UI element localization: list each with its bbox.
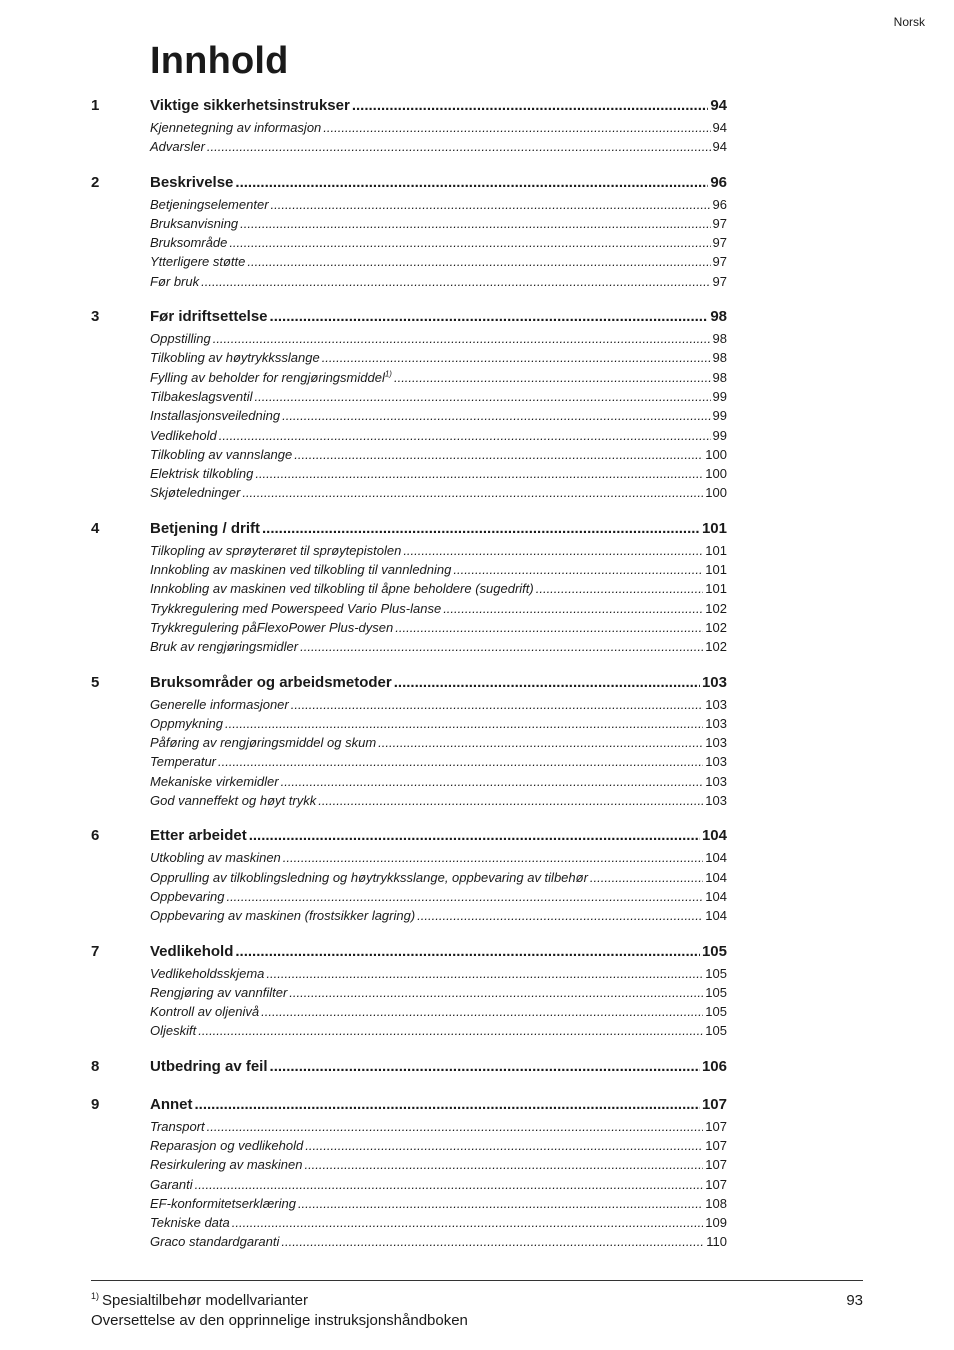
dot-leader <box>242 485 703 500</box>
translation-note: Oversettelse av den opprinnelige instruksjonshåndboken <box>91 1312 468 1329</box>
toc-section <box>91 827 727 927</box>
subentry-page: 97 <box>712 215 727 231</box>
subentry-title-text: Vedlikehold <box>150 427 217 443</box>
subentry-title <box>150 197 269 212</box>
dot-leader <box>378 735 703 750</box>
subentry-title-text: Reparasjon og vedlikehold <box>150 1137 304 1153</box>
subentry-page: 98 <box>712 350 727 366</box>
dot-leader <box>207 1119 704 1134</box>
toc-subentry[interactable] <box>91 620 727 639</box>
chapter-number: 6 <box>91 827 100 845</box>
chapter-title: Bruksområder og arbeidsmetoder <box>150 673 392 691</box>
dot-leader <box>291 697 704 712</box>
subentry-title <box>150 254 245 269</box>
subentry-title-text: Ytterligere støtte <box>150 254 246 270</box>
subentry-page: 103 <box>705 773 727 789</box>
subentry-title <box>150 639 298 654</box>
dot-leader <box>300 639 703 654</box>
toc-subentry[interactable] <box>91 428 727 447</box>
subentry-title <box>150 1023 196 1038</box>
dot-leader <box>226 889 703 904</box>
toc-subentry[interactable] <box>91 389 727 408</box>
dot-leader <box>305 1138 703 1153</box>
toc-subentry[interactable] <box>91 1215 727 1234</box>
dot-leader <box>240 216 710 231</box>
subentry-page: 107 <box>705 1137 727 1153</box>
subentry-title-text: Resirkulering av maskinen <box>150 1157 303 1173</box>
toc-chapter-entry[interactable] <box>91 308 727 331</box>
toc-subentry[interactable] <box>91 543 727 562</box>
toc-subentry[interactable] <box>91 1196 727 1215</box>
subentry-page: 94 <box>712 120 727 135</box>
subentry-title-text: Tilkobling av vannslange <box>150 446 293 462</box>
dot-leader <box>281 774 704 789</box>
toc-subentry[interactable] <box>91 754 727 773</box>
chapter-page: 96 <box>710 173 727 191</box>
dot-leader <box>322 350 711 365</box>
toc-subentry[interactable] <box>91 485 727 504</box>
toc-section <box>91 943 727 1043</box>
toc-subentry[interactable] <box>91 908 727 927</box>
dot-leader <box>225 716 703 731</box>
subentry-title <box>150 139 205 154</box>
dot-leader <box>395 620 703 635</box>
subentry-title <box>150 908 415 923</box>
subentry-title <box>150 1119 205 1134</box>
subentry-title <box>150 389 253 404</box>
dot-leader <box>298 1196 703 1211</box>
dot-leader <box>201 274 710 289</box>
dot-leader <box>318 793 703 808</box>
subentry-title <box>150 1215 230 1230</box>
dot-leader <box>294 447 703 462</box>
dot-leader <box>282 408 710 423</box>
dot-leader <box>352 97 708 114</box>
subentry-page: 107 <box>705 1118 727 1134</box>
subentry-page: 104 <box>705 850 727 866</box>
toc-subentry[interactable] <box>91 870 727 889</box>
toc-subentry[interactable] <box>91 1234 727 1253</box>
subentry-title <box>150 370 392 385</box>
toc-section <box>91 308 727 505</box>
subentry-title <box>150 1004 259 1019</box>
subentry-title-text: Oppstilling <box>150 331 211 347</box>
subentry-title-text: Rengjøring av vannfilter <box>150 984 288 1000</box>
subentry-title <box>150 428 217 443</box>
toc-subentry[interactable] <box>91 216 727 235</box>
toc-subentry[interactable] <box>91 274 727 293</box>
dot-leader <box>235 943 700 960</box>
subentry-page: 96 <box>712 196 727 212</box>
footnote-mark: 1) <box>91 1291 100 1301</box>
chapter-title: Beskrivelse <box>150 173 234 191</box>
chapter-page: 106 <box>701 1057 727 1075</box>
chapter-number: 9 <box>91 1095 100 1113</box>
toc-subentry[interactable] <box>91 581 727 600</box>
dot-leader <box>304 1157 703 1172</box>
subentry-title <box>150 754 216 769</box>
dot-leader <box>218 754 703 769</box>
subentry-title-text: Bruk av rengjøringsmidler <box>150 639 299 655</box>
subentry-page: 101 <box>705 581 727 597</box>
toc-section <box>91 1096 727 1254</box>
subentry-title-text: Kontroll av oljenivå <box>150 1004 260 1020</box>
toc-subentry[interactable] <box>91 889 727 908</box>
subentry-page: 98 <box>712 331 727 347</box>
dot-leader <box>219 428 711 443</box>
subentry-title-text: Transport <box>150 1118 205 1134</box>
subentry-title-text: God vanneffekt og høyt trykk <box>150 793 317 809</box>
subentry-title-text: Trykkregulering med Powerspeed Vario Plus-lanse <box>150 600 442 616</box>
subentry-page: 98 <box>712 369 727 385</box>
footer-divider <box>91 1280 863 1281</box>
dot-leader <box>289 985 703 1000</box>
dot-leader <box>198 1023 703 1038</box>
dot-leader <box>453 562 703 577</box>
dot-leader <box>249 827 700 844</box>
subentry-page: 100 <box>705 466 727 482</box>
subentry-title-text: Oppbevaring <box>150 888 225 904</box>
subentry-page: 105 <box>705 984 727 1000</box>
toc-subentry[interactable] <box>91 254 727 273</box>
subentry-title-text: Vedlikeholdsskjema <box>150 965 265 981</box>
toc-subentry[interactable] <box>91 1177 727 1196</box>
chapter-page: 105 <box>701 942 727 960</box>
subentry-title <box>150 1157 302 1172</box>
dot-leader <box>235 174 708 191</box>
subentry-page: 105 <box>705 1004 727 1020</box>
dot-leader <box>232 1215 704 1230</box>
subentry-title <box>150 966 264 981</box>
subentry-title-text: Mekaniske virkemidler <box>150 773 279 789</box>
subentry-title-text: Opprulling av tilkoblingsledning og høytrykksslange, oppbevaring av tilbehør <box>150 869 588 885</box>
chapter-number: 4 <box>91 519 100 537</box>
subentry-title-text: Tekniske data <box>150 1215 230 1231</box>
toc-subentry[interactable] <box>91 1157 727 1176</box>
subentry-title-text: Oppbevaring av maskinen (frostsikker lagring) <box>150 908 416 924</box>
dot-leader <box>195 1096 700 1113</box>
subentry-title <box>150 774 279 789</box>
chapter-title: Vedlikehold <box>150 942 234 960</box>
chapter-page: 104 <box>701 827 727 845</box>
dot-leader <box>323 120 710 135</box>
subentry-page: 99 <box>712 408 727 424</box>
toc-subentry[interactable] <box>91 697 727 716</box>
subentry-title-text: Tilbakeslagsventil <box>150 388 253 404</box>
subentry-title <box>150 870 588 885</box>
footnote-ref: 1) <box>384 369 392 379</box>
subentry-page: 102 <box>705 619 727 635</box>
toc-subentry[interactable] <box>91 774 727 793</box>
subentry-title <box>150 466 253 481</box>
subentry-title-text: Utkobling av maskinen <box>150 850 281 866</box>
subentry-title <box>150 274 199 289</box>
subentry-title <box>150 543 401 558</box>
subentry-title <box>150 331 211 346</box>
subentry-title-text: Tilkopling av sprøyterøret til sprøytepistolen <box>150 542 402 558</box>
subentry-page: 97 <box>712 273 727 289</box>
subentry-title-text: Oppmykning <box>150 715 223 731</box>
subentry-title-text: Skjøteledninger <box>150 485 241 501</box>
subentry-title <box>150 620 393 635</box>
subentry-title-text: Bruksområde <box>150 235 228 251</box>
dot-leader <box>266 966 703 981</box>
footnote-text: Spesialtilbehør modellvarianter <box>102 1292 308 1309</box>
subentry-title <box>150 120 321 135</box>
toc-subentry[interactable] <box>91 120 727 139</box>
dot-leader <box>417 908 703 923</box>
toc-chapter-entry[interactable] <box>91 520 727 543</box>
toc-chapter-entry[interactable] <box>91 674 727 697</box>
toc-subentry[interactable] <box>91 197 727 216</box>
subentry-page: 102 <box>705 600 727 616</box>
dot-leader <box>207 139 711 154</box>
dot-leader <box>271 197 711 212</box>
subentry-title <box>150 562 451 577</box>
subentry-title-text: Betjeningselementer <box>150 196 269 212</box>
subentry-title <box>150 716 223 731</box>
subentry-page: 101 <box>705 562 727 578</box>
toc-section <box>91 1058 727 1081</box>
subentry-page: 101 <box>705 542 727 558</box>
chapter-page: 98 <box>710 308 727 326</box>
subentry-page: 103 <box>705 696 727 712</box>
subentry-page: 110 <box>706 1234 727 1250</box>
dot-leader <box>213 331 711 346</box>
chapter-page: 101 <box>701 519 727 537</box>
dot-leader <box>394 370 711 385</box>
toc-subentry[interactable] <box>91 985 727 1004</box>
subentry-title <box>150 985 287 1000</box>
page-title: Innhold <box>150 40 289 82</box>
dot-leader <box>270 1058 700 1075</box>
chapter-page: 94 <box>710 97 727 114</box>
toc-subentry[interactable] <box>91 235 727 254</box>
subentry-title-text: Oljeskift <box>150 1023 197 1039</box>
dot-leader <box>536 581 704 596</box>
subentry-title-text: Innkobling av maskinen ved tilkobling til åpne beholdere (sugedrift) <box>150 581 534 597</box>
footnote <box>91 1292 308 1309</box>
subentry-page: 102 <box>705 639 727 655</box>
toc-subentry[interactable] <box>91 408 727 427</box>
toc-subentry[interactable] <box>91 793 727 812</box>
subentry-page: 109 <box>705 1215 727 1231</box>
subentry-title-text: Advarsler <box>150 139 205 155</box>
subentry-title <box>150 850 281 865</box>
toc-section <box>91 97 727 159</box>
dot-leader <box>255 466 703 481</box>
toc-subentry[interactable] <box>91 350 727 369</box>
chapter-title: Utbedring av feil <box>150 1057 268 1075</box>
toc-section <box>91 520 727 659</box>
dot-leader <box>443 601 703 616</box>
subentry-title <box>150 447 292 462</box>
subentry-page: 99 <box>712 427 727 443</box>
toc-subentry[interactable] <box>91 850 727 869</box>
subentry-page: 105 <box>705 1023 727 1039</box>
subentry-title-text: Temperatur <box>150 754 216 770</box>
subentry-page: 99 <box>712 388 727 404</box>
subentry-page: 103 <box>705 754 727 770</box>
subentry-title-text: Installasjonsveiledning <box>150 408 281 424</box>
toc-subentry[interactable] <box>91 601 727 620</box>
chapter-number: 5 <box>91 673 100 691</box>
subentry-title-text: Tilkobling av høytrykksslange <box>150 350 320 366</box>
dot-leader <box>255 389 711 404</box>
chapter-number: 7 <box>91 942 100 960</box>
subentry-page: 104 <box>705 908 727 924</box>
subentry-title-text: Innkobling av maskinen ved tilkobling til vannledning <box>150 562 452 578</box>
subentry-page: 107 <box>705 1176 727 1192</box>
subentry-page: 97 <box>712 254 727 270</box>
subentry-title <box>150 485 240 500</box>
chapter-number: 8 <box>91 1057 100 1075</box>
dot-leader <box>590 870 703 885</box>
subentry-title <box>150 1177 193 1192</box>
subentry-title <box>150 350 320 365</box>
toc-subentry[interactable] <box>91 1004 727 1023</box>
language-label: Norsk <box>893 15 925 29</box>
subentry-title <box>150 1138 303 1153</box>
subentry-page: 94 <box>712 139 727 155</box>
subentry-page: 100 <box>705 485 727 501</box>
subentry-page: 103 <box>705 735 727 751</box>
subentry-title-text: Bruksanvisning <box>150 215 239 231</box>
toc-subentry[interactable] <box>91 370 727 389</box>
dot-leader <box>247 254 710 269</box>
toc-subentry[interactable] <box>91 1138 727 1157</box>
subentry-title-text: Garanti <box>150 1176 193 1192</box>
toc-subentry[interactable] <box>91 639 727 658</box>
dot-leader <box>394 674 700 691</box>
dot-leader <box>261 1004 703 1019</box>
subentry-title <box>150 1234 279 1249</box>
toc-section <box>91 674 727 813</box>
subentry-title-text: Før bruk <box>150 273 200 289</box>
page-number: 93 <box>846 1292 863 1309</box>
chapter-title: Betjening / drift <box>150 519 260 537</box>
toc-subentry[interactable] <box>91 466 727 485</box>
subentry-title-text: Kjennetegning av informasjon <box>150 120 322 135</box>
subentry-title <box>150 601 441 616</box>
subentry-title-text: EF-konformitetserklæring <box>150 1195 296 1211</box>
toc-subentry[interactable] <box>91 735 727 754</box>
toc-subentry[interactable] <box>91 331 727 350</box>
subentry-title <box>150 235 227 250</box>
subentry-title <box>150 735 376 750</box>
subentry-page: 97 <box>712 235 727 251</box>
subentry-page: 103 <box>705 715 727 731</box>
subentry-title-text: Trykkregulering påFlexoPower Plus-dysen <box>150 619 394 635</box>
toc-chapter-entry[interactable] <box>91 943 727 966</box>
toc-subentry[interactable] <box>91 1119 727 1138</box>
subentry-page: 100 <box>705 446 727 462</box>
dot-leader <box>229 235 710 250</box>
chapter-page: 107 <box>701 1095 727 1113</box>
toc-section <box>91 174 727 293</box>
chapter-number: 2 <box>91 173 100 191</box>
chapter-number: 3 <box>91 308 100 326</box>
chapter-title: Viktige sikkerhetsinstrukser <box>150 97 350 114</box>
toc-chapter-entry[interactable] <box>91 1096 727 1119</box>
subentry-title <box>150 793 316 808</box>
toc-chapter-entry[interactable] <box>91 97 727 120</box>
toc-subentry[interactable] <box>91 139 727 158</box>
subentry-page: 104 <box>705 888 727 904</box>
subentry-title <box>150 889 224 904</box>
chapter-title: Etter arbeidet <box>150 827 247 845</box>
chapter-title: Annet <box>150 1095 193 1113</box>
subentry-title <box>150 581 534 596</box>
subentry-title-text: Graco standardgaranti <box>150 1234 280 1250</box>
toc-subentry[interactable] <box>91 966 727 985</box>
subentry-title <box>150 697 289 712</box>
subentry-title <box>150 1196 296 1211</box>
subentry-page: 108 <box>705 1195 727 1211</box>
toc-chapter-entry[interactable] <box>91 1058 727 1081</box>
toc-chapter-entry[interactable] <box>91 174 727 197</box>
subentry-page: 104 <box>705 869 727 885</box>
dot-leader <box>281 1234 704 1249</box>
toc-subentry[interactable] <box>91 562 727 581</box>
dot-leader <box>283 850 704 865</box>
subentry-page: 103 <box>705 793 727 809</box>
dot-leader <box>270 308 709 325</box>
subentry-title-text: Elektrisk tilkobling <box>150 466 254 482</box>
chapter-number: 1 <box>91 97 100 114</box>
dot-leader <box>403 543 703 558</box>
table-of-contents <box>91 97 727 1269</box>
subentry-page: 105 <box>705 965 727 981</box>
dot-leader <box>262 520 700 537</box>
toc-subentry[interactable] <box>91 716 727 735</box>
subentry-title-text: Fylling av beholder for rengjøringsmiddel <box>150 369 385 385</box>
toc-chapter-entry[interactable] <box>91 827 727 850</box>
toc-subentry[interactable] <box>91 447 727 466</box>
chapter-page: 103 <box>701 673 727 691</box>
subentry-title <box>150 408 280 423</box>
subentry-title <box>150 216 238 231</box>
subentry-title-text: Påføring av rengjøringsmiddel og skum <box>150 735 377 751</box>
toc-subentry[interactable] <box>91 1023 727 1042</box>
subentry-page: 107 <box>705 1157 727 1173</box>
chapter-title: Før idriftsettelse <box>150 308 268 326</box>
dot-leader <box>195 1177 704 1192</box>
subentry-title-text: Generelle informasjoner <box>150 696 289 712</box>
